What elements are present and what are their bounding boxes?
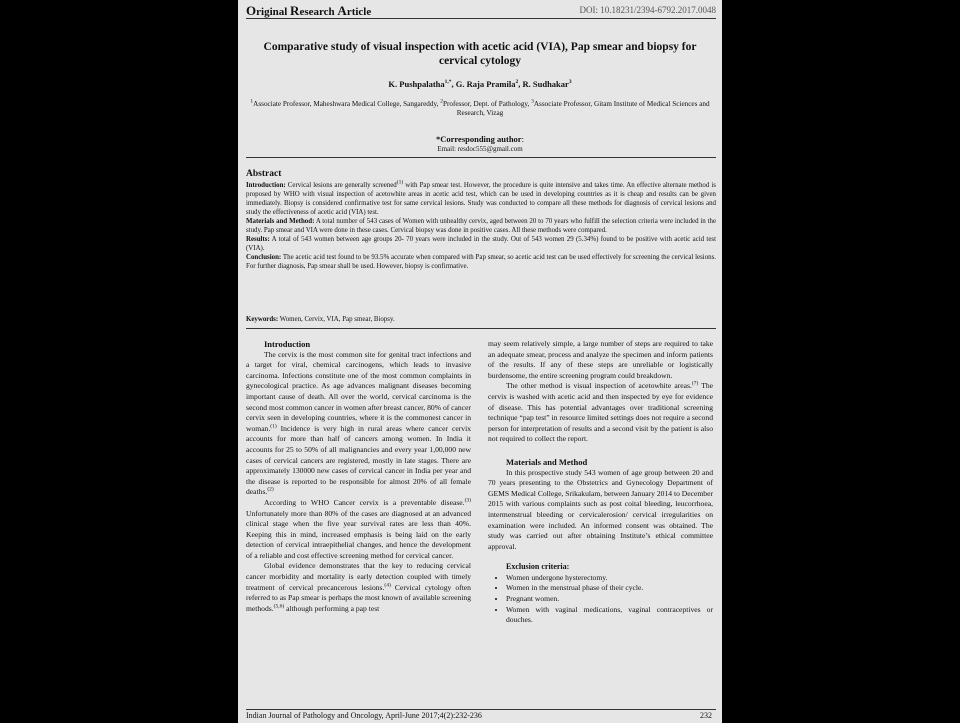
affil-sup: 3 [531, 98, 534, 105]
exclusion-list [488, 573, 713, 626]
abstract-results [246, 235, 716, 253]
paragraph-text: According to WHO Cancer cervix is a preventable disease. [264, 497, 465, 507]
article-title: Comparative study of visual inspection with acetic acid (VIA), Pap smear and biopsy for cervical cytology [263, 41, 697, 67]
abstract-label: Results: [246, 236, 270, 244]
paragraph [246, 498, 471, 562]
citation: (3) [464, 497, 471, 504]
header-cap: O [246, 3, 257, 18]
list-item: • Women in the menstrual phase of their cycle. [506, 583, 713, 594]
paragraph [488, 381, 713, 445]
header-text: rticle [346, 6, 372, 18]
abstract-heading: Abstract [246, 169, 282, 179]
author-list [238, 79, 722, 89]
author-name: , R. Sudhakar [518, 79, 569, 89]
citation: (2) [267, 486, 274, 493]
paragraph: may seem relatively simple, a large number of steps are required to take an adequate smear, process and analyze the specimen and inform patients of the results. If any of these steps are unreliable or logistically burdensome, the entire screening program could breakdown. [488, 339, 713, 380]
header-rule [246, 18, 716, 19]
abstract-text: Cervical lesions are generally screened [285, 182, 397, 189]
author-name: K. Pushpalatha [388, 79, 445, 89]
paragraph-text: although performing a pap test [284, 603, 380, 613]
abstract-methods [246, 217, 716, 235]
abstract-label: Conclusion: [246, 254, 282, 262]
paragraph-text: Cervical cytology often referred to as Pap smear is perhaps the most known of available screening methods. [246, 582, 471, 613]
spacer [488, 445, 713, 457]
affil-text: Associate Professor, Gitam Institute of Medical Sciences and Research, Vizag [456, 100, 710, 117]
paragraph [246, 350, 471, 498]
left-column [246, 339, 471, 614]
article-type-label [246, 3, 371, 19]
paragraph: In this prospective study 543 women of age group between 20 and 70 years presenting to the Obstetrics and Gynecology Department of GEMS Medical College, Srikakulam, between January 2014 to December 2015 with various complaints such as post coital bleeding, leucorrhoea, intermenstrual bleeding or cervicalerosion/ cervical irregularities on examination were included. An informed consent was obtained. The study was carried out after obtaining Institute’s ethical committee approval. [488, 467, 713, 551]
affil-sup: 2 [440, 98, 443, 105]
article-page [238, 0, 722, 723]
paragraph-text: The cervix is washed with acetic acid and then inspected by eye for evidence of disease. This has potential advantages over traditional screening technique “pap test” in resource limited settings does not require a second person for interpretation of results and a second visit by the patient is also not required to collect the report. [488, 381, 713, 444]
affiliations [250, 100, 710, 118]
abstract-body [246, 181, 716, 271]
citation: (4) [384, 582, 391, 589]
list-item: • Women undergone hysterectomy. [506, 573, 713, 584]
introduction-heading: Introduction [264, 339, 311, 349]
header-cap: A [337, 3, 347, 18]
paragraph-text: Global evidence demonstrates that the key to reducing cervical cancer morbidity and mortality is early detection coupled with timely treatment of cervical precancerous lesions. [246, 561, 471, 592]
affil-sup: 1 [250, 98, 254, 105]
citation: (1) [396, 179, 404, 186]
methods-heading: Materials and Method [506, 456, 588, 467]
corresponding-author [238, 134, 722, 144]
keywords-text: Women, Cervix, VIA, Pap smear, Biopsy. [278, 316, 395, 323]
spacer [488, 552, 713, 562]
abstract-text: A total of 543 women between age groups 20- 70 years were included in the study. Out of 543 women 29 (5.34%) found to be positive with acetic acid test (VIA). [246, 236, 716, 253]
paragraph-text: The other method is visual inspection of acetowhite areas. [506, 381, 692, 391]
affil-text: Associate Professor, Maheshwara Medical College, Sangareddy, [253, 100, 441, 108]
paragraph [246, 561, 471, 614]
paragraph-text: Incidence is very high in rural areas where cancer cervix accounts for more than half of cancers among women. In India it accounts for 25 to 50% of all malignancies and every year 1,00,000 new cases of cervical cancers are registered, mostly in late stages. There are approximately 130000 new cases of cervical cancer in India per year and the disease is reported to be responsible for almost 20% of all female deaths. [246, 423, 471, 497]
abstract-text: with Pap smear test. However, the procedure is quite intensive and takes time. An effective alternate method is proposed by WHO with visual inspection of acetowhite areas in acetic acid test, which can be used in developing countries as it is cheap and results can be given immediately. Biopsy is considered confirmative test for same cervical lesions. Study was conducted to compare all these methods for diagnosis of cervical lesions and study the effectiveness of acetic acid (VIA) test. [246, 182, 716, 217]
abstract-label: Materials and Method: [246, 218, 315, 226]
keywords [246, 316, 716, 323]
corresponding-email: Email: resdoc555@gmail.com [437, 145, 523, 153]
abstract-top-rule [246, 157, 716, 158]
page-number: 232 [700, 711, 712, 720]
corresponding-colon: : [521, 134, 524, 144]
citation: (5,6) [273, 603, 285, 610]
citation: (7) [691, 380, 699, 387]
journal-citation: Indian Journal of Pathology and Oncology, April-June 2017;4(2):232-236 [246, 711, 482, 720]
header-text: esearch [299, 6, 338, 18]
abstract-bottom-rule [246, 328, 716, 329]
abstract-conclusion [246, 253, 716, 271]
list-item: • Women with vaginal medications, vaginal contraceptives or douches. [506, 605, 713, 626]
right-column [488, 339, 713, 626]
author-sup: 3 [568, 79, 572, 86]
citation: (1) [270, 423, 277, 430]
header-text: riginal [256, 6, 291, 18]
affil-text: Professor, Dept. of Pathology, [442, 100, 532, 108]
author-sup: 2 [515, 79, 519, 86]
doi: DOI: 10.18231/2394-6792.2017.0048 [579, 5, 716, 15]
abstract-text: A total number of 543 cases of Women with unhealthy cervix, aged between 20 to 70 years who fulfill the selection criteria were included in the study. Pap smear and VIA were done in these cases. Cervical biopsy was done in positive cases. All these methods were compared. [246, 218, 716, 235]
author-name: , G. Raja Pramila [451, 79, 516, 89]
abstract-label: Introduction: [246, 182, 286, 189]
footer-rule [246, 709, 716, 710]
keywords-label: Keywords: [246, 316, 279, 323]
author-sup: 1,* [444, 79, 452, 86]
paragraph-text: Unfortunately more than 80% of the cases are diagnosed at an advanced clinical stage when the five year survival rates are less than 40%. Keeping this in mind, increased emphasis is being laid on the early detection of cervical intraepithelial changes, and hence the development of a reliable and cost effective screening method for cervical cancer. [246, 508, 471, 560]
abstract-text: The acetic acid test found to be 93.5% accurate when compared with Pap smear, so acetic acid test can be used effectively for screening the cervical lesions. For further diagnosis, Pap smear shall be used. However, biopsy is confirmative. [246, 254, 716, 271]
abstract-introduction [246, 181, 716, 217]
header-cap: R [290, 3, 300, 18]
list-item: • Pregnant women. [506, 594, 713, 605]
corresponding-label: *Corresponding author [436, 134, 522, 144]
exclusion-heading: Exclusion criteria: [506, 562, 570, 572]
paragraph-text: The cervix is the most common site for genital tract infections and a target for viral, chemical carcinogens, which leads to invasive carcinoma. Infections constitute one of the most common complaints in gynecological practice. As age advances malignant diseases becoming important cause of death. All over the world, cervical carcinoma is the second most common cancer in women after breast cancer, 80% of cancer cervix seen in developing countries, where it is the commonest cancer in woman. [246, 349, 471, 433]
